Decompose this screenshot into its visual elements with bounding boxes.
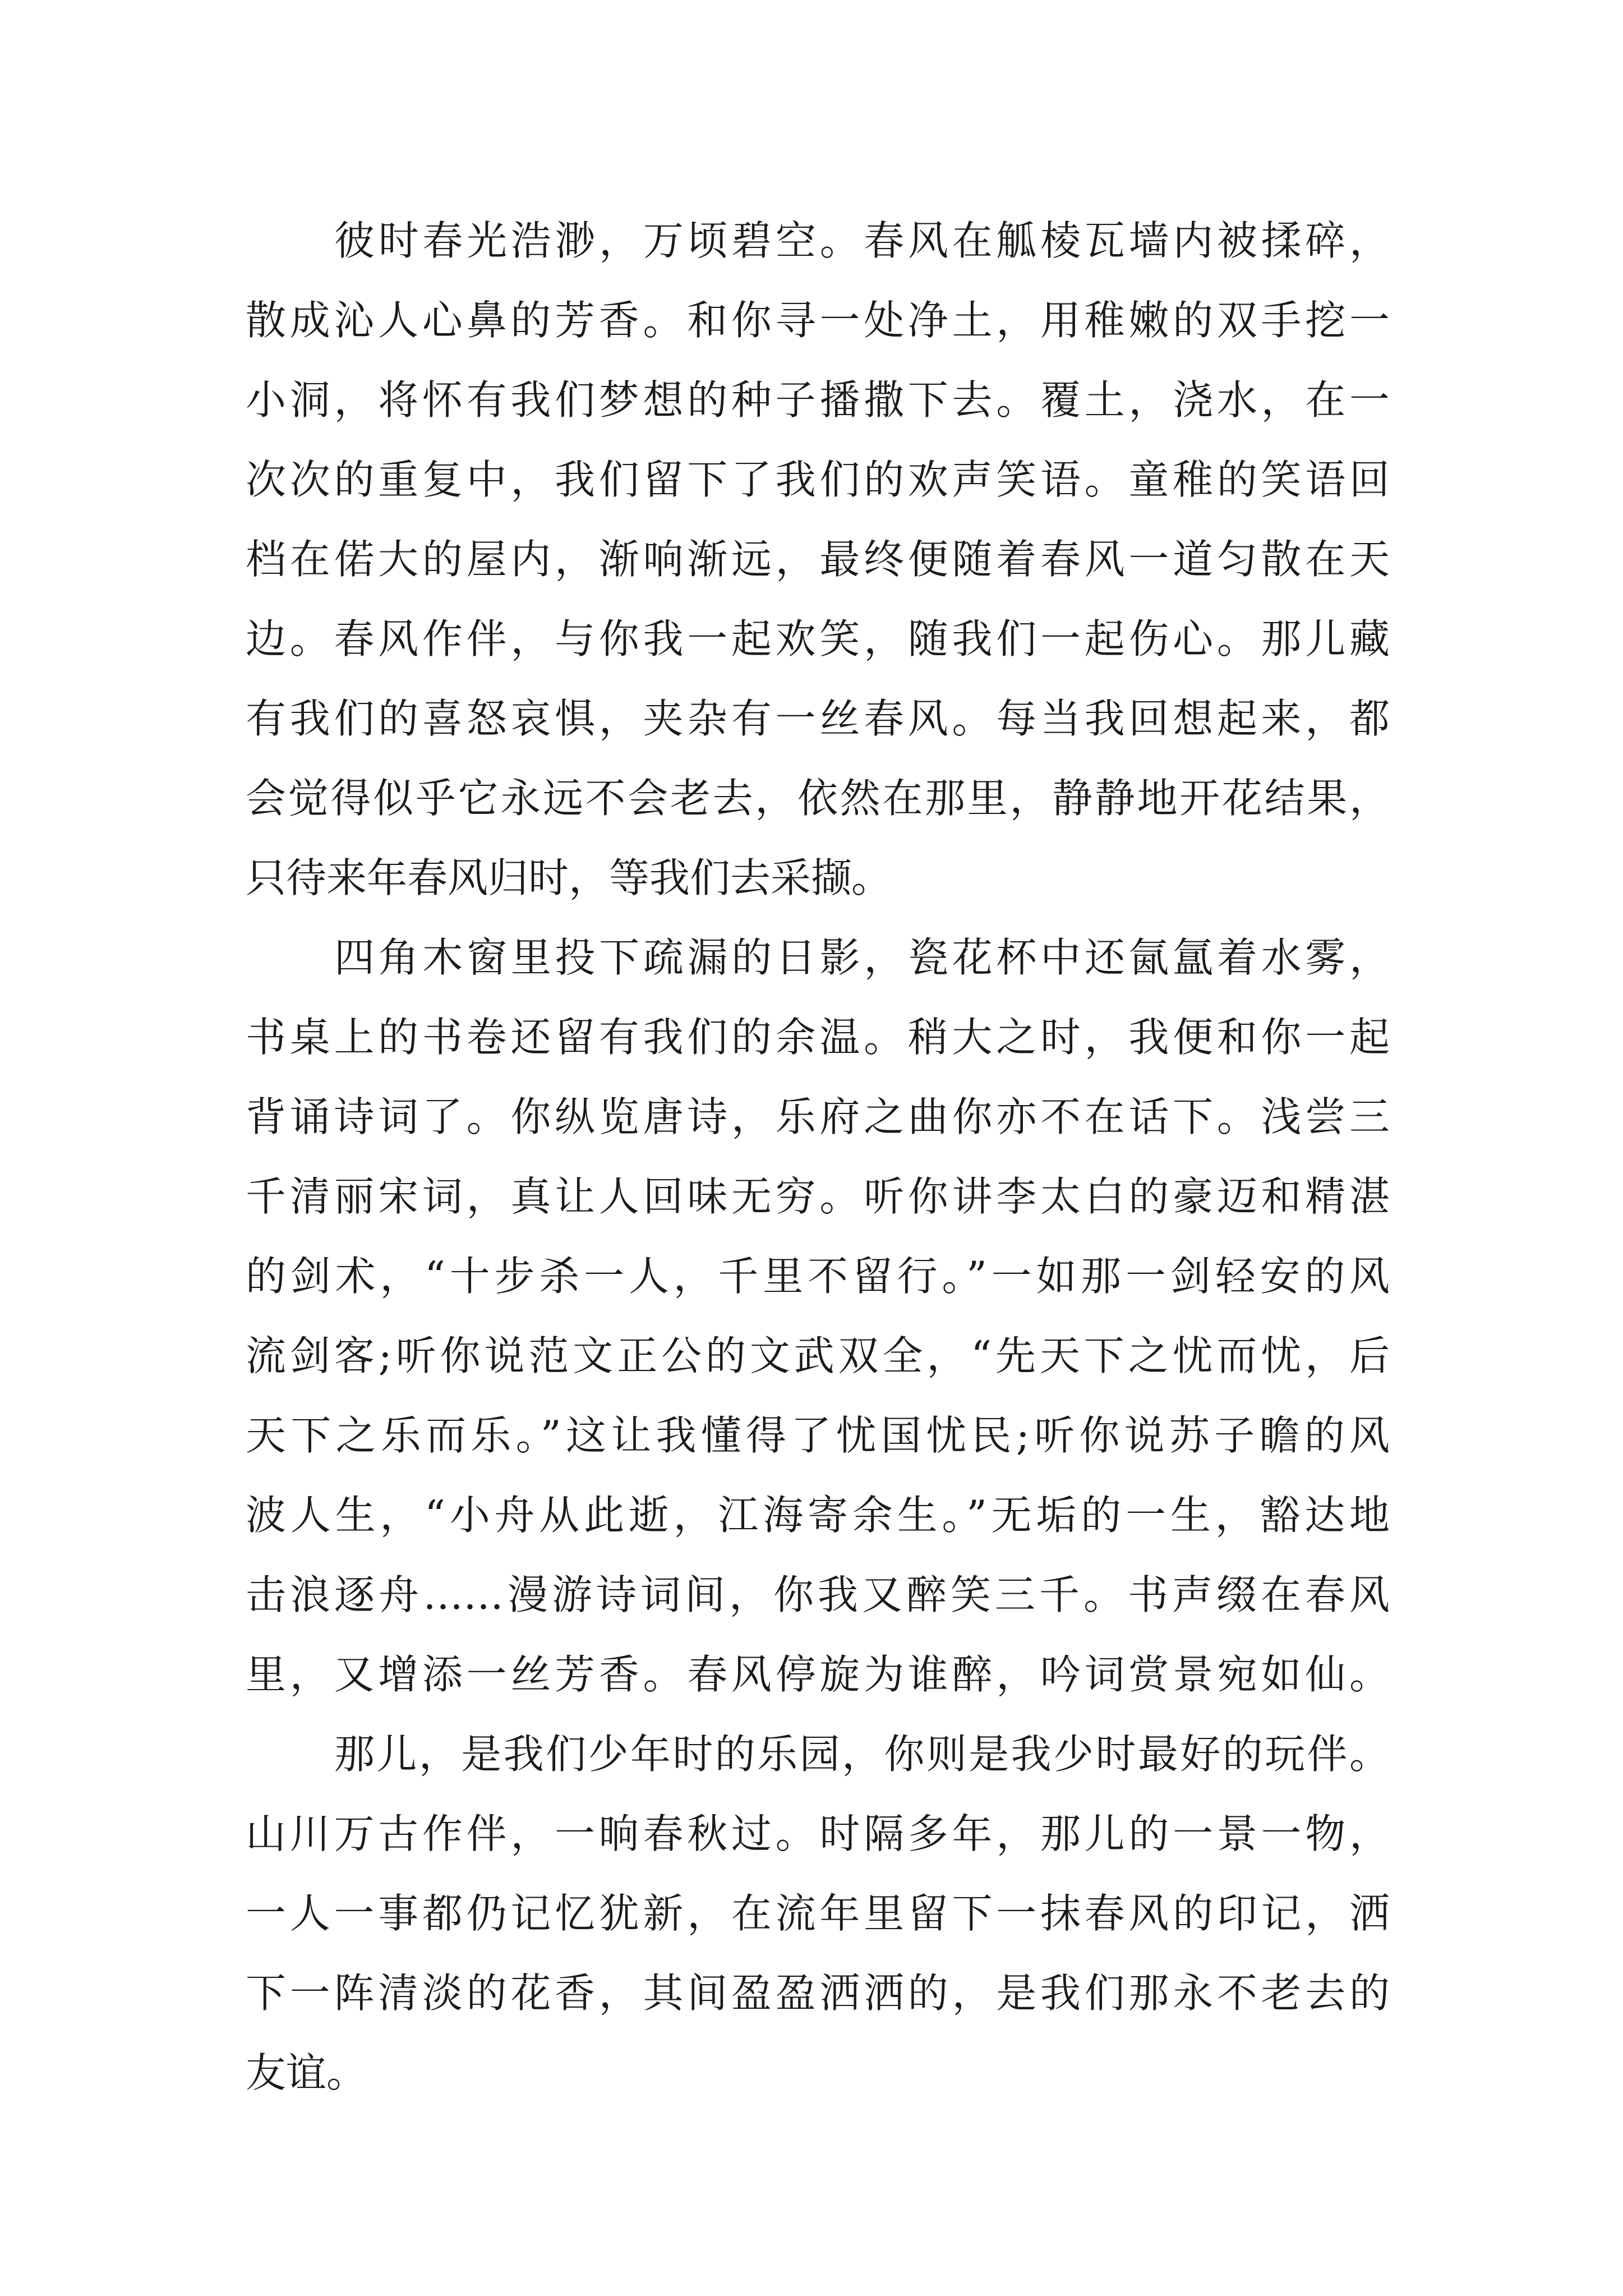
- paragraph: [246, 918, 1390, 1714]
- text-line: 背诵诗词了。你纵览唐诗，乐府之曲你亦不在话下。浅尝三: [246, 1093, 1390, 1140]
- text-line: 次次的重复中，我们留下了我们的欢声笑语。童稚的笑语回: [246, 456, 1390, 503]
- text-line: 友谊。: [246, 2049, 367, 2096]
- text-line: 千清丽宋词，真让人回味无穷。听你讲李太白的豪迈和精湛: [246, 1173, 1390, 1220]
- text-line: 天下之乐而乐。”这让我懂得了忧国忧民;听你说苏子瞻的风: [246, 1412, 1390, 1459]
- text-line: 下一阵清淡的花香，其间盈盈洒洒的，是我们那永不老去的: [246, 1970, 1390, 2017]
- text-line: 山川万古作伴，一晌春秋过。时隔多年，那儿的一景一物，: [246, 1810, 1390, 1857]
- text-line: 彼时春光浩渺，万顷碧空。春风在觚棱瓦墙内被揉碎，: [334, 217, 1390, 264]
- text-line: 四角木窗里投下疏漏的日影，瓷花杯中还氤氲着水雾，: [334, 934, 1390, 981]
- text-line: 只待来年春风归时，等我们去采撷。: [246, 854, 892, 901]
- text-line: 档在偌大的屋内，渐响渐远，最终便随着春风一道匀散在天: [246, 536, 1390, 583]
- text-line: 流剑客;听你说范文正公的文武双全，“先天下之忧而忧，后: [246, 1332, 1390, 1379]
- text-line: 有我们的喜怒哀惧，夹杂有一丝春风。每当我回想起来，都: [246, 695, 1390, 742]
- text-line: 会觉得似乎它永远不会老去，依然在那里，静静地开花结果，: [246, 775, 1390, 822]
- text-line: 那儿，是我们少年时的乐园，你则是我少时最好的玩伴。: [334, 1731, 1390, 1778]
- text-line: 小洞，将怀有我们梦想的种子播撒下去。覆土，浇水，在一: [246, 376, 1390, 424]
- paragraph: [246, 1714, 1390, 2113]
- text-line: 书桌上的书卷还留有我们的余温。稍大之时，我便和你一起: [246, 1014, 1390, 1061]
- text-line: 击浪逐舟……漫游诗词间，你我又醉笑三千。书声缀在春风: [246, 1571, 1390, 1618]
- text-line: 里，又增添一丝芳香。春风停旋为谁醉，吟词赏景宛如仙。: [246, 1651, 1390, 1698]
- text-line: 的剑术，“十步杀一人，千里不留行。”一如那一剑轻安的风: [246, 1253, 1390, 1300]
- text-line: 一人一事都仍记忆犹新，在流年里留下一抹春风的印记，洒: [246, 1890, 1390, 1937]
- text-line: 波人生，“小舟从此逝，江海寄余生。”无垢的一生，豁达地: [246, 1492, 1390, 1539]
- text-line: 散成沁人心鼻的芳香。和你寻一处净土，用稚嫩的双手挖一: [246, 297, 1390, 344]
- text-line: 边。春风作伴，与你我一起欢笑，随我们一起伤心。那儿藏: [246, 615, 1390, 662]
- essay-body: [246, 201, 1390, 2113]
- paragraph: [246, 201, 1390, 918]
